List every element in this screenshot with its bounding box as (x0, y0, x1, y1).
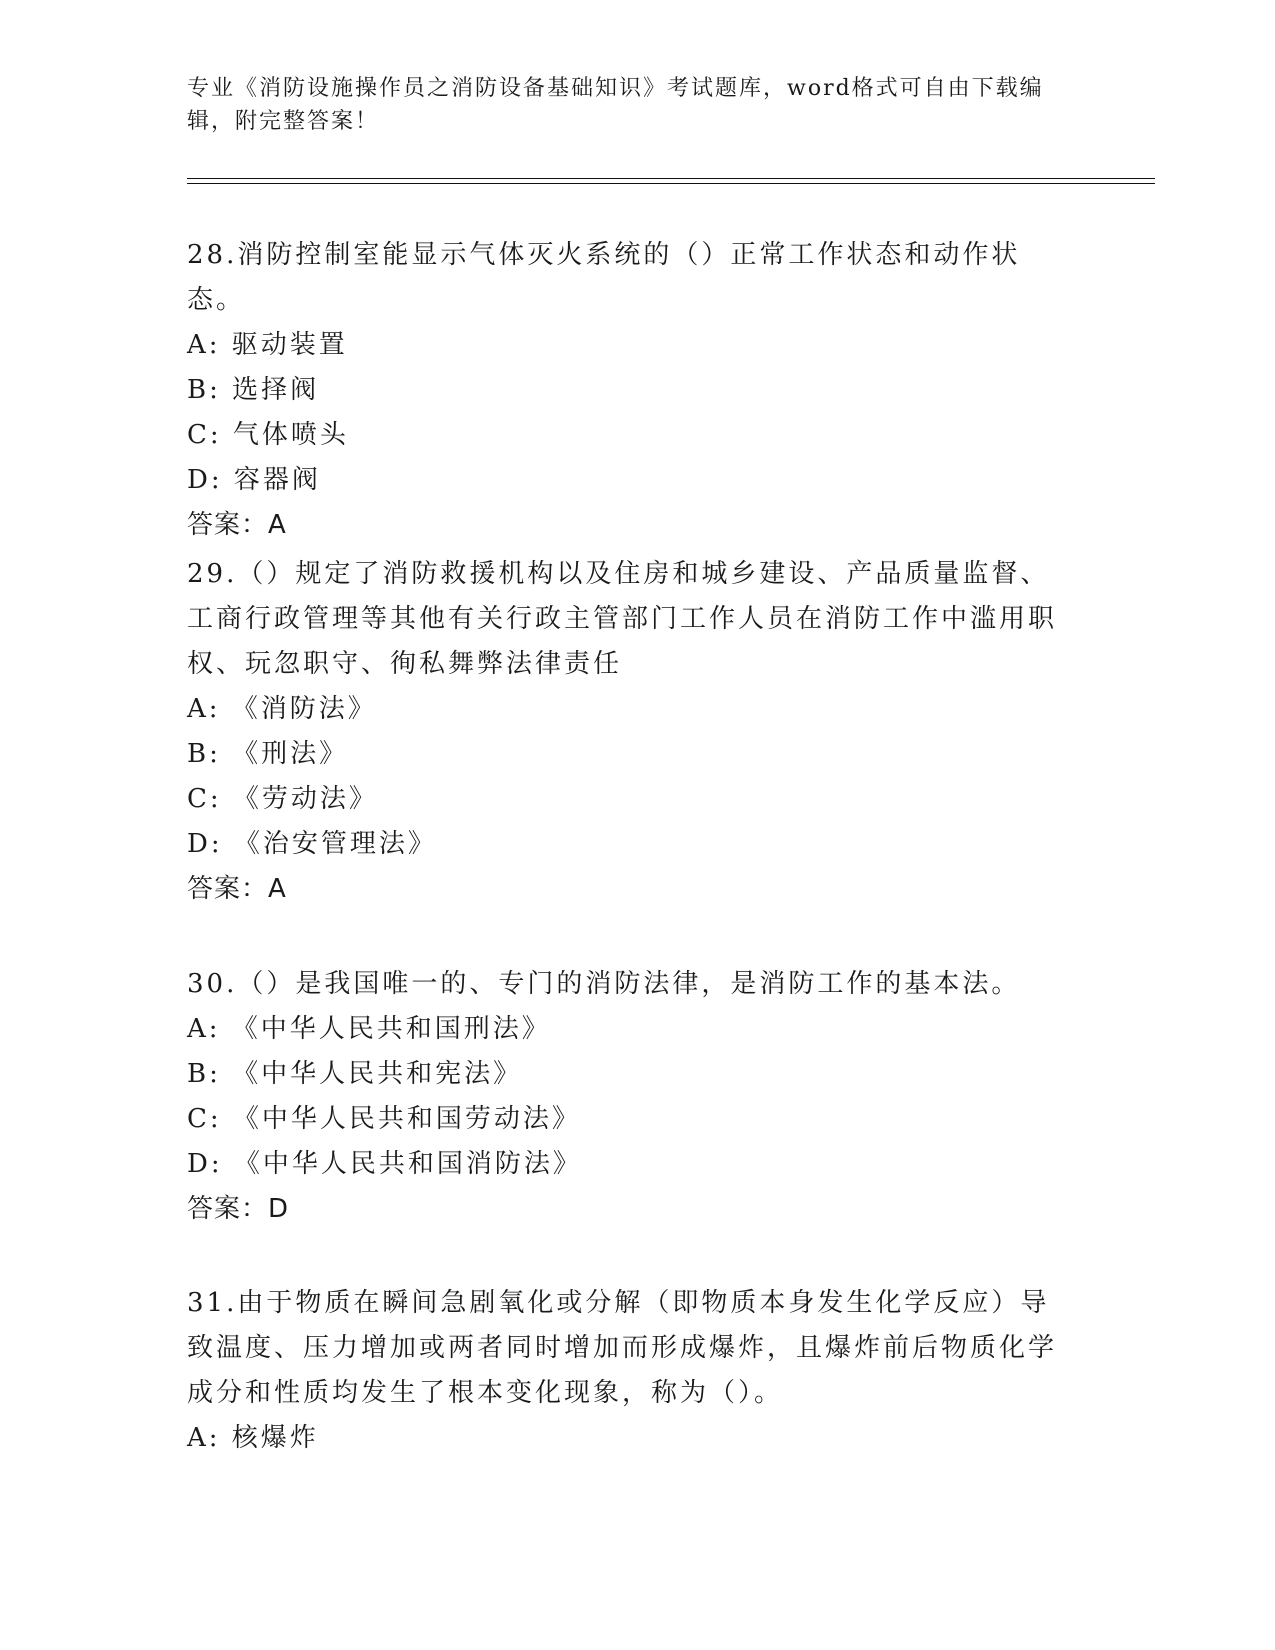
question-30 (187, 962, 1077, 1232)
question-29 (187, 552, 1077, 912)
header-divider-bottom (187, 183, 1155, 184)
question-stem: 31.由于物质在瞬间急剧氧化或分解（即物质本身发生化学反应）导致温度、压力增加或两者同时增加而形成爆炸，且爆炸前后物质化学成分和性质均发生了根本变化现象，称为（）。 (187, 1288, 1058, 1408)
option-a: A: 《中华人民共和国刑法》 (187, 1014, 551, 1044)
header-intro: 专业《消防设施操作员之消防设备基础知识》考试题库，word格式可自由下载编辑，附完整答案！ (187, 76, 1044, 134)
option-d: D: 容器阀 (187, 465, 321, 495)
question-stem: 29.（）规定了消防救援机构以及住房和城乡建设、产品质量监督、工商行政管理等其他有关行政主管部门工作人员在消防工作中滥用职权、玩忽职守、徇私舞弊法律责任 (187, 559, 1058, 679)
question-28 (187, 233, 1077, 548)
option-a: A: 驱动装置 (187, 330, 348, 360)
option-b: B: 《中华人民共和宪法》 (187, 1059, 523, 1089)
option-b: B: 选择阀 (187, 375, 320, 405)
answer-line: 答案：A (187, 874, 287, 904)
option-d: D: 《中华人民共和国消防法》 (187, 1149, 582, 1179)
answer-line: 答案：A (187, 510, 287, 540)
option-a: A: 《消防法》 (187, 694, 377, 724)
option-c: C: 《中华人民共和国劳动法》 (187, 1104, 581, 1134)
answer-line: 答案：D (187, 1194, 290, 1224)
header-divider-top (187, 178, 1155, 179)
question-stem: 30.（）是我国唯一的、专门的消防法律，是消防工作的基本法。 (187, 969, 1021, 999)
question-stem: 28.消防控制室能显示气体灭火系统的（）正常工作状态和动作状态。 (187, 240, 1021, 315)
option-a: A: 核爆炸 (187, 1423, 319, 1453)
option-c: C: 《劳动法》 (187, 784, 378, 814)
option-b: B: 《刑法》 (187, 739, 349, 769)
option-c: C: 气体喷头 (187, 420, 349, 450)
option-d: D: 《治安管理法》 (187, 829, 437, 859)
question-31 (187, 1281, 1077, 1461)
